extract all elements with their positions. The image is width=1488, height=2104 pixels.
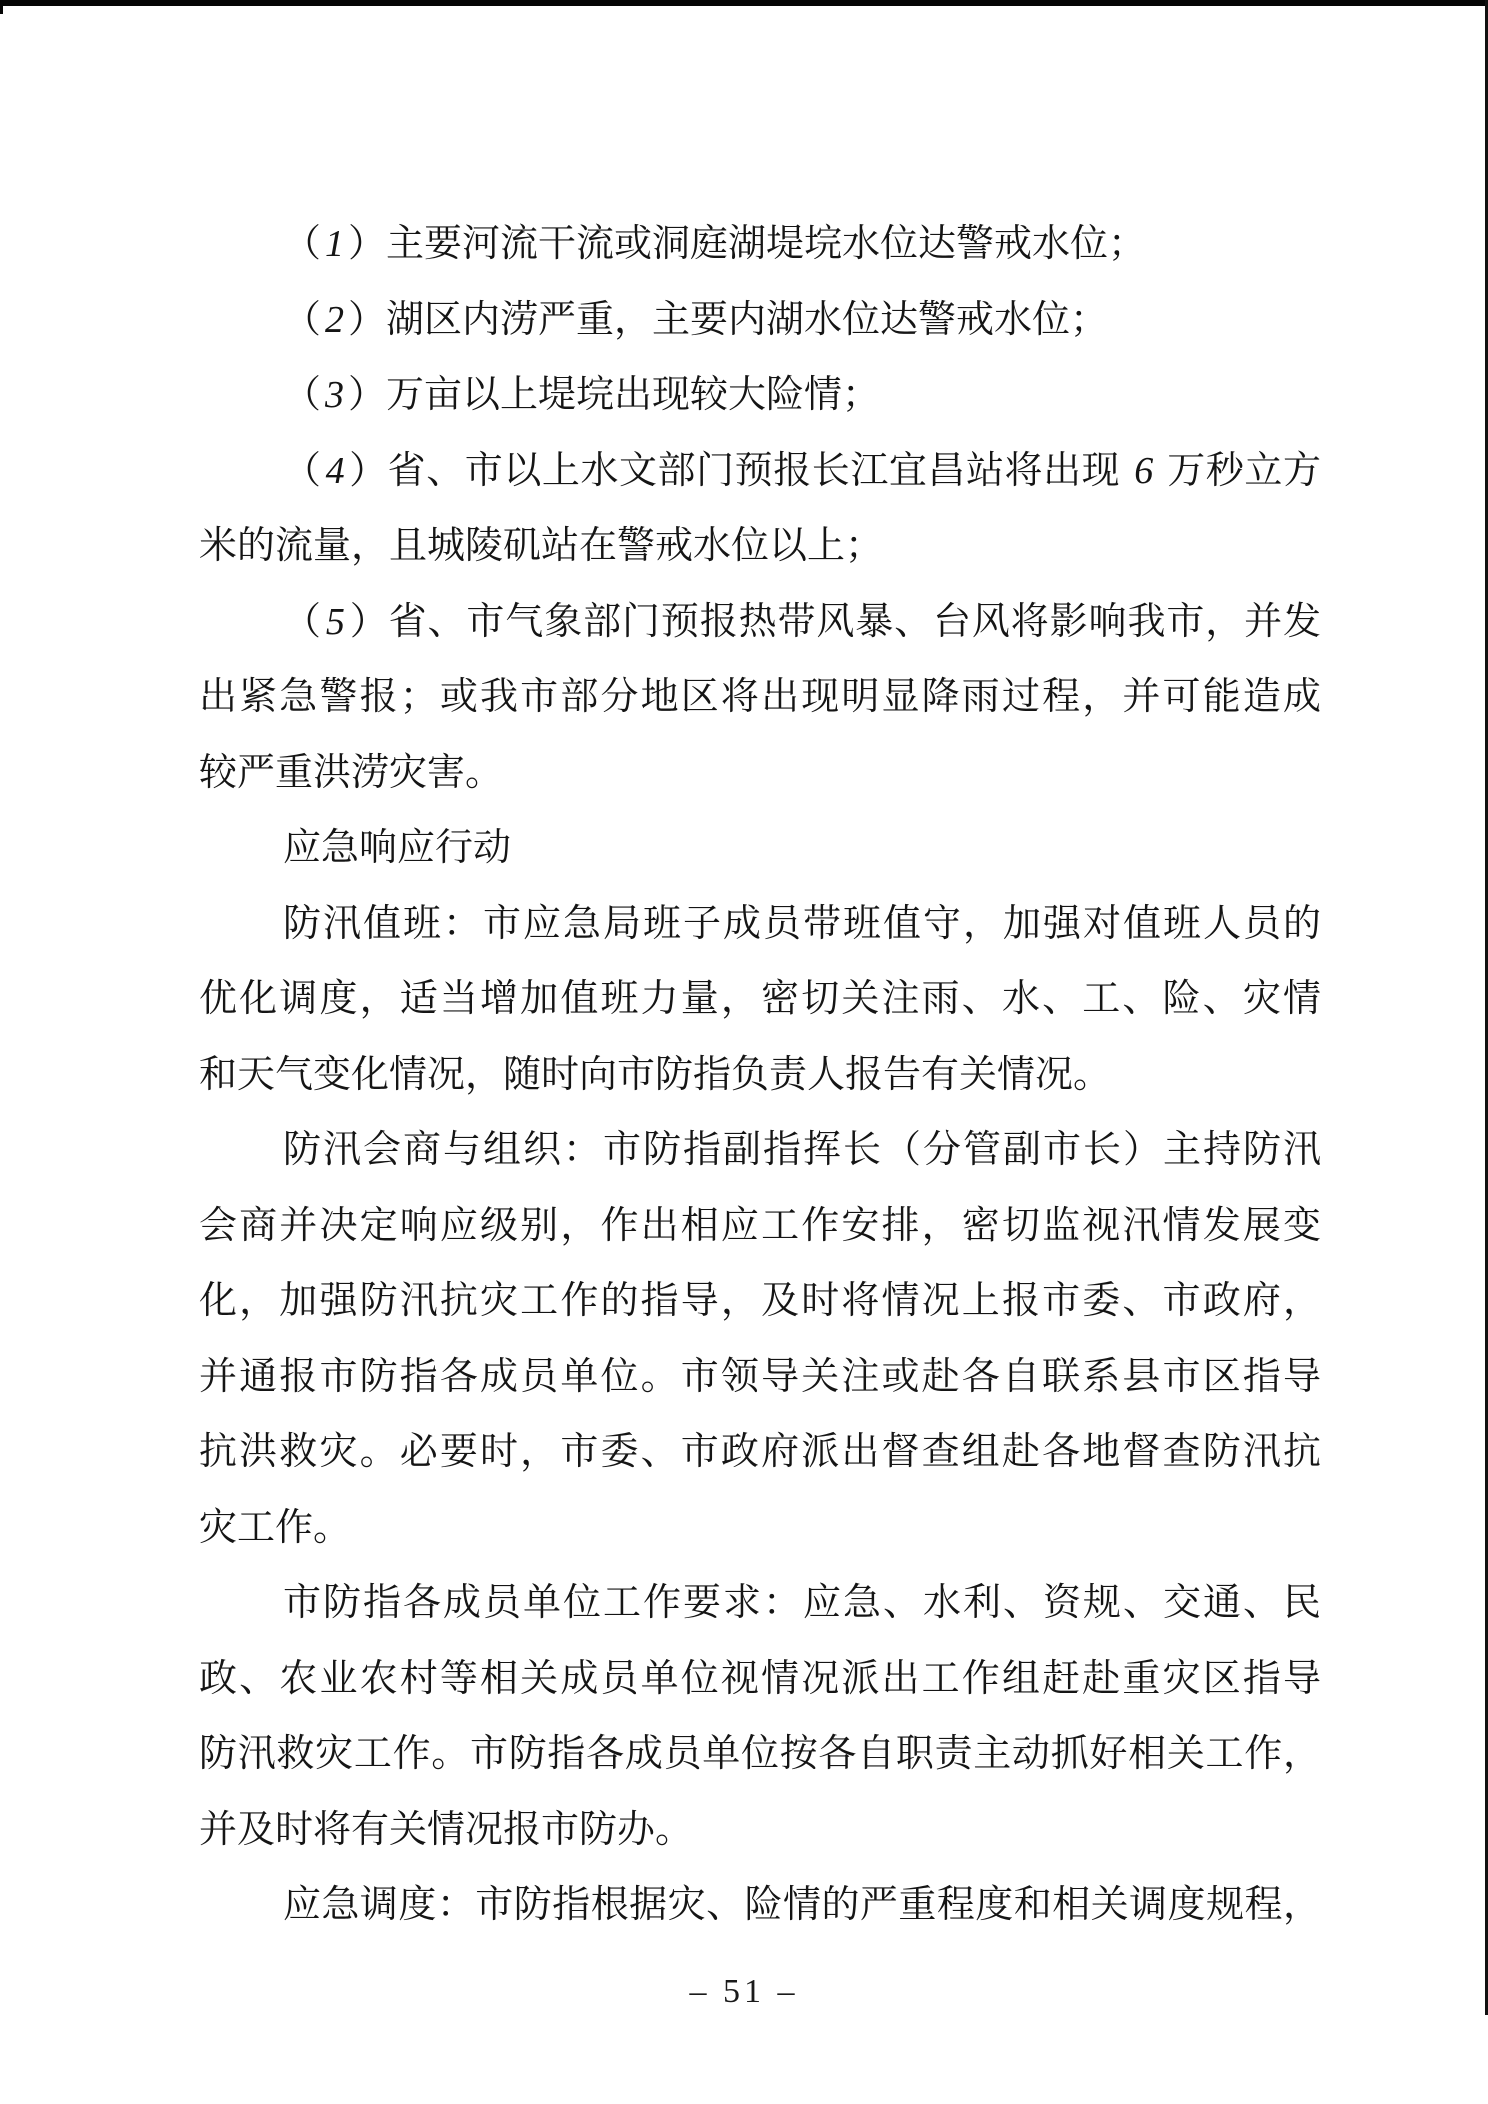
text-line: （ 5 ）省、市气象部门预报热带风暴、台风将影响我市，并发 (283, 600, 1321, 643)
text-line: （ 1 ）主要河流干流或洞庭湖堤垸水位达警戒水位； (283, 223, 1147, 265)
text-line: 应急响应行动 (283, 827, 512, 869)
text-line: 防汛会商与组织：市防指副指挥长（分管副市长）主持防汛 (283, 1129, 1321, 1171)
text-line: 防汛值班：市应急局班子成员带班值守，加强对值班人员的 (283, 902, 1321, 945)
text-line: 防汛救灾工作。市防指各成员单位按各自职责主动抓好相关工作， (199, 1733, 1321, 1775)
text-line: 抗洪救灾。必要时，市委、市政府派出督查组赴各地督查防汛抗 (199, 1431, 1321, 1473)
text-line: （ 2 ）湖区内涝严重，主要内湖水位达警戒水位； (283, 298, 1109, 341)
text-line: （ 3 ）万亩以上堤垸出现较大险情； (283, 374, 881, 416)
text-line: 和天气变化情况，随时向市防指负责人报告有关情况。 (199, 1053, 1112, 1096)
text-line: 会商并决定响应级别，作出相应工作安排，密切监视汛情发展变 (199, 1204, 1321, 1247)
text-line: 出紧急警报；或我市部分地区将出现明显降雨过程，并可能造成 (199, 676, 1321, 718)
page-body (199, 207, 1321, 1944)
text-line: 米的流量，且城陵矶站在警戒水位以上； (199, 525, 884, 567)
text-line: 较严重洪涝灾害。 (199, 751, 504, 794)
text-line: 优化调度，适当增加值班力量，密切关注雨、水、工、险、灾情 (199, 978, 1321, 1020)
scan-edge-top (0, 0, 1488, 6)
text-line: 灾工作。 (199, 1506, 352, 1549)
text-line: （ 4 ）省、市以上水文部门预报长江宜昌站将出现 6 万秒立方 (283, 449, 1321, 492)
text-line: 市防指各成员单位工作要求：应急、水利、资规、交通、民 (283, 1582, 1321, 1624)
page-number: – 51 – (689, 1973, 799, 2010)
text-line: 政、农业农村等相关成员单位视情况派出工作组赶赴重灾区指导 (199, 1657, 1321, 1700)
text-line: 并通报市防指各成员单位。市领导关注或赴各自联系县市区指导 (199, 1355, 1321, 1398)
scan-edge-left (0, 0, 3, 14)
text-line: 化，加强防汛抗灾工作的指导，及时将情况上报市委、市政府， (199, 1280, 1321, 1322)
text-line: 应急调度：市防指根据灾、险情的严重程度和相关调度规程， (283, 1884, 1321, 1926)
text-line: 并及时将有关情况报市防办。 (199, 1808, 694, 1851)
